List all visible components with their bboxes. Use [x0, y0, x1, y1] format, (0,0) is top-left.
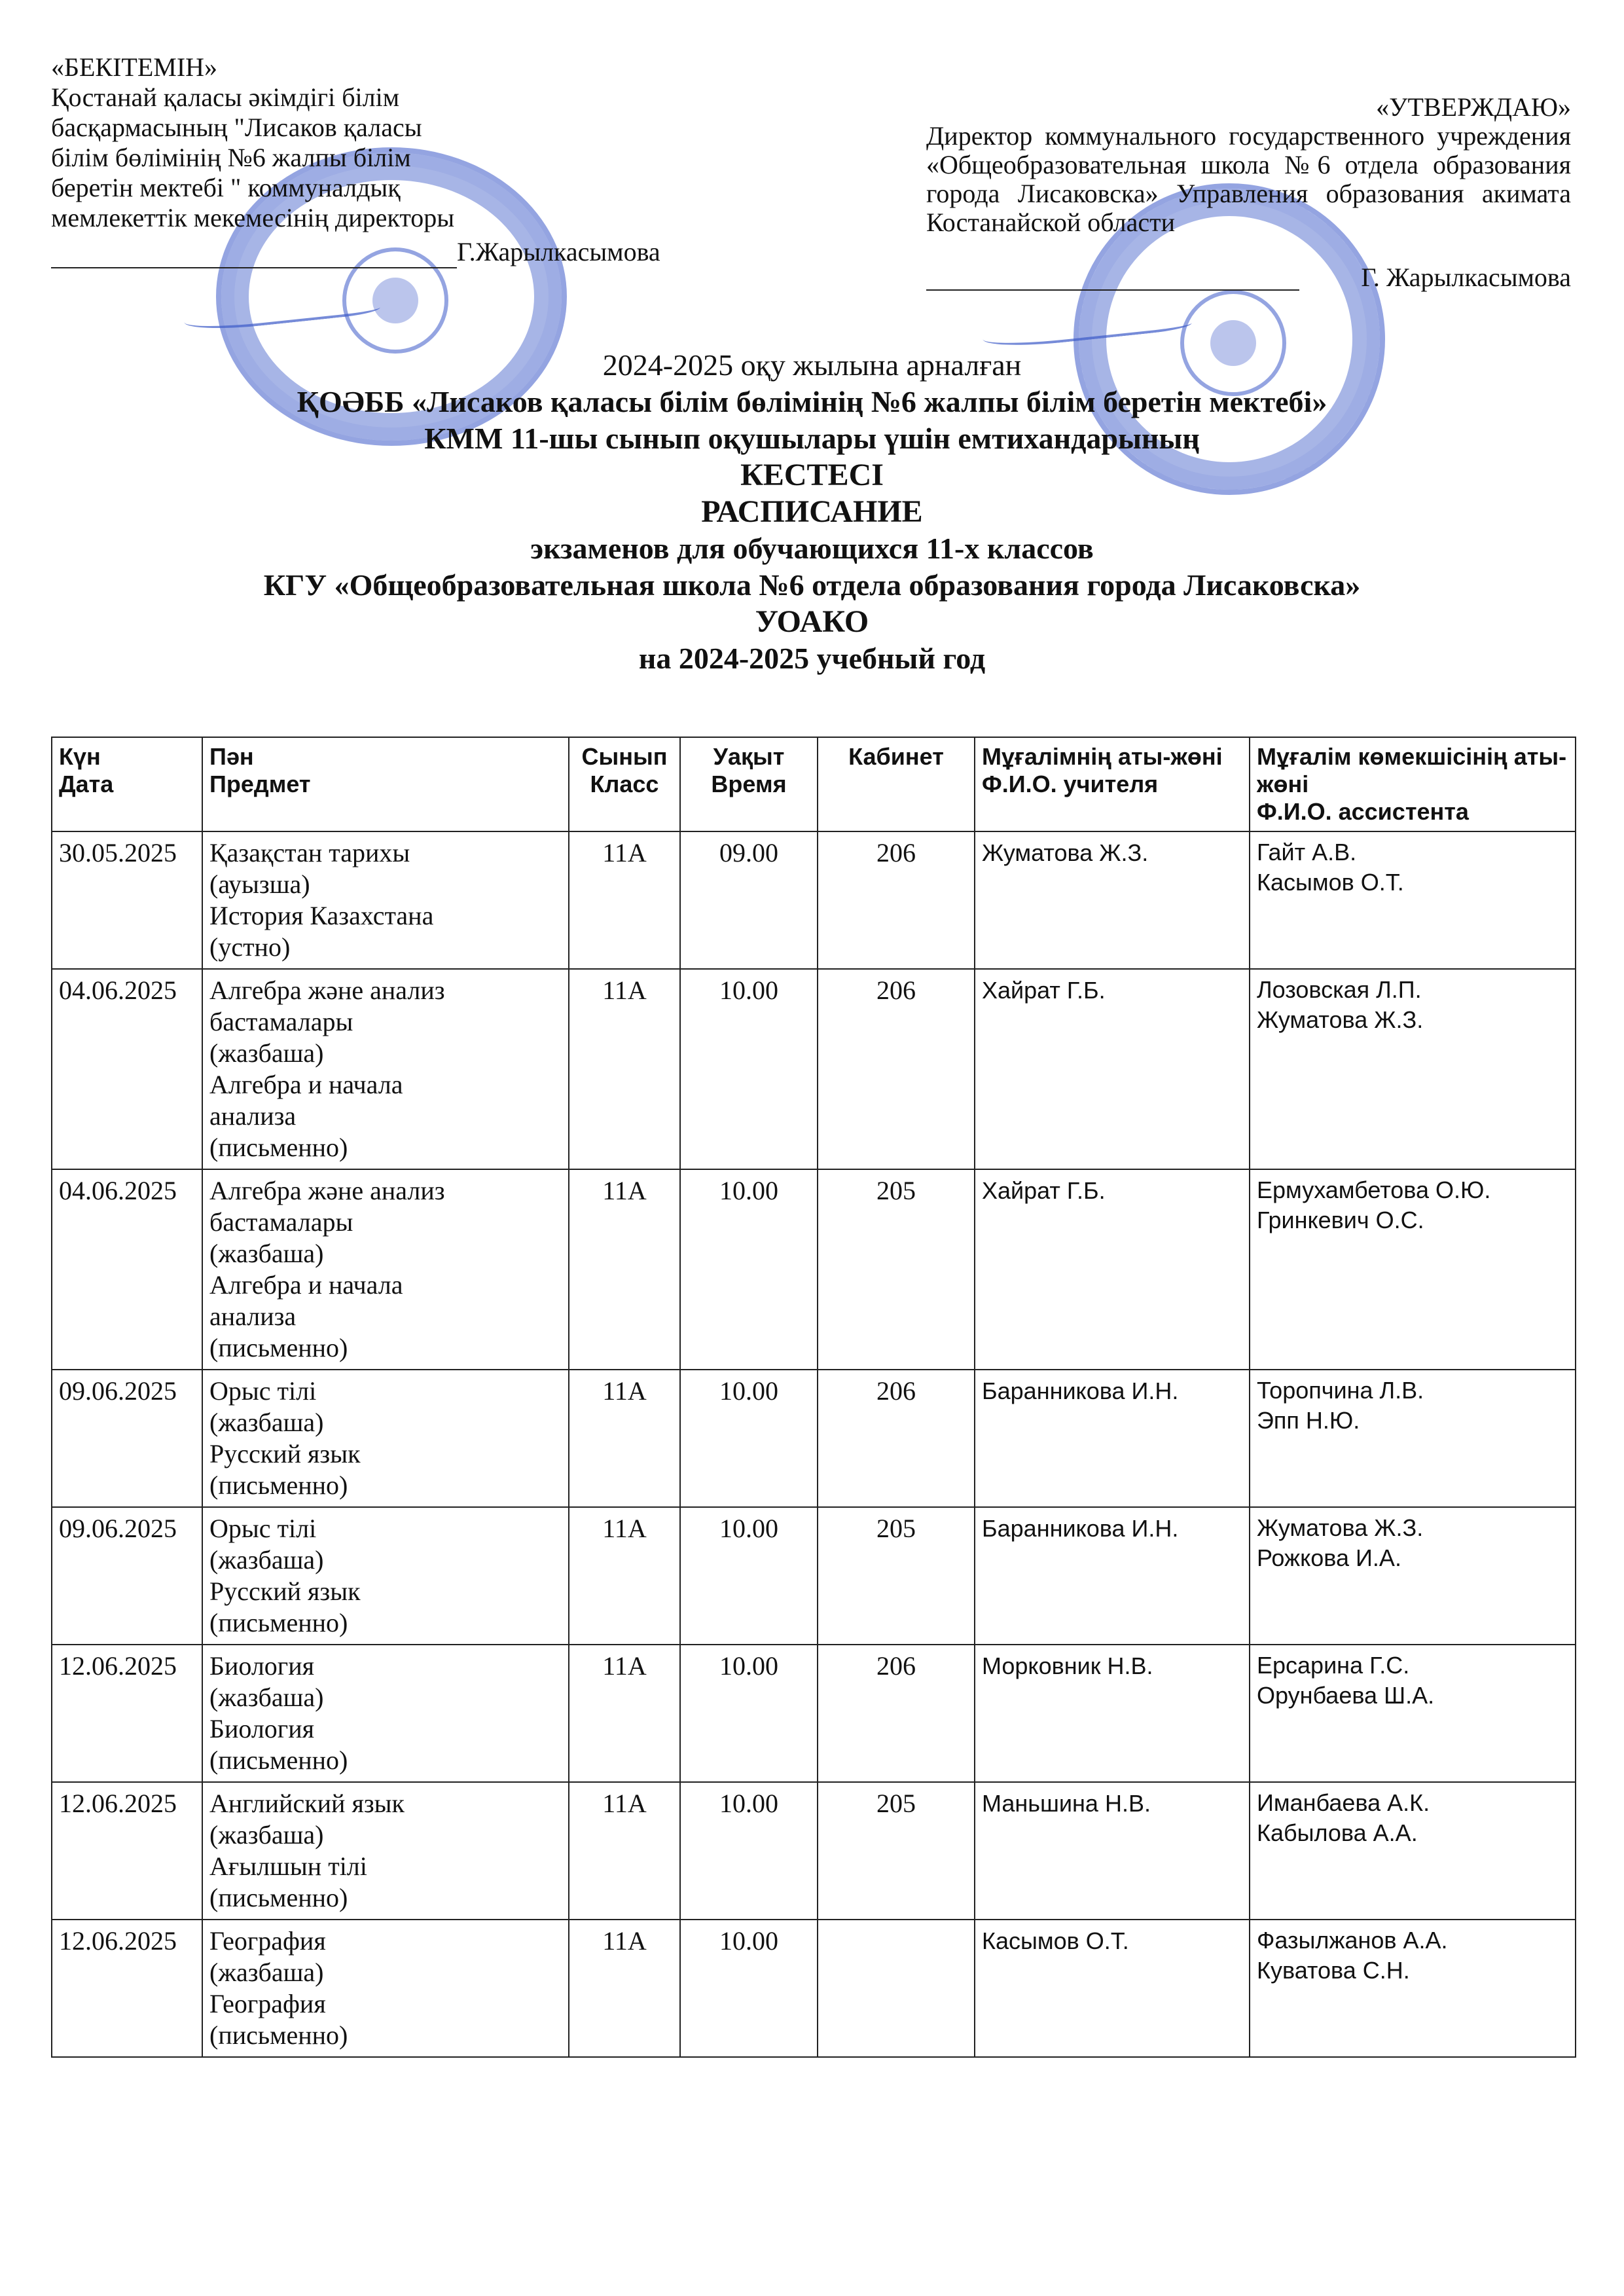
cell-room: [818, 1920, 975, 2057]
cell-class: 11А: [569, 1645, 680, 1782]
cell-room: 206: [818, 831, 975, 969]
approval-line: мемлекеттік мекемесінің директоры: [51, 203, 455, 232]
approval-caption: «БЕКІТЕМІН»: [51, 52, 218, 82]
cell-time: 10.00: [680, 1370, 818, 1507]
cell-assistants: Лозовская Л.П. Жуматова Ж.З.: [1250, 969, 1576, 1169]
table-row: [52, 1507, 1576, 1645]
cell-room: 205: [818, 1169, 975, 1370]
cell-date: 04.06.2025: [52, 969, 202, 1169]
cell-subject: Қазақстан тарихы (ауызша) История Казахстана (устно): [202, 831, 569, 969]
cell-teacher: Касымов О.Т.: [975, 1920, 1250, 2057]
cell-assistants: Жуматова Ж.З. Рожкова И.А.: [1250, 1507, 1576, 1645]
cell-class: 11А: [569, 1370, 680, 1507]
table-header-row: [52, 737, 1576, 831]
cell-subject: Английский язык (жазбаша) Ағылшын тілі (письменно): [202, 1782, 569, 1920]
cell-teacher: Хайрат Г.Б.: [975, 969, 1250, 1169]
cell-class: 11А: [569, 1782, 680, 1920]
cell-time: 10.00: [680, 1169, 818, 1370]
cell-date: 04.06.2025: [52, 1169, 202, 1370]
approval-line: Қостанай қаласы әкімдігі білім: [51, 82, 400, 112]
cell-date: 30.05.2025: [52, 831, 202, 969]
cell-date: 09.06.2025: [52, 1507, 202, 1645]
title-line: КГУ «Общеобразовательная школа №6 отдела образования города Лисаковска»: [263, 568, 1361, 602]
cell-date: 09.06.2025: [52, 1370, 202, 1507]
cell-class: 11А: [569, 1920, 680, 2057]
signature-row: [926, 263, 1571, 296]
title-line: экзаменов для обучающихся 11-х классов: [530, 532, 1094, 565]
signature-line: [926, 289, 1299, 291]
table-row: [52, 1370, 1576, 1507]
cell-subject: Орыс тілі (жазбаша) Русский язык (письменно): [202, 1507, 569, 1645]
cell-assistants: Фазылжанов А.А. Куватова С.Н.: [1250, 1920, 1576, 2057]
cell-subject: Алгебра және анализ бастамалары (жазбаша) Алгебра и начала анализа (письменно): [202, 969, 569, 1169]
table-row: [52, 831, 1576, 969]
cell-room: 205: [818, 1507, 975, 1645]
approval-line: білім бөлімінің №6 жалпы білім: [51, 143, 411, 172]
approval-block-ru: [926, 93, 1571, 296]
cell-date: 12.06.2025: [52, 1920, 202, 2057]
cell-date: 12.06.2025: [52, 1782, 202, 1920]
column-header-date: Күн Дата: [52, 737, 202, 831]
cell-subject: Орыс тілі (жазбаша) Русский язык (письменно): [202, 1370, 569, 1507]
cell-time: 10.00: [680, 1507, 818, 1645]
cell-time: 10.00: [680, 1782, 818, 1920]
cell-teacher: Жуматова Ж.З.: [975, 831, 1250, 969]
cell-time: 09.00: [680, 831, 818, 969]
column-header-time: Уақыт Время: [680, 737, 818, 831]
table-row: [52, 1645, 1576, 1782]
cell-teacher: Баранникова И.Н.: [975, 1370, 1250, 1507]
document-title: [0, 347, 1624, 677]
table-row: [52, 1782, 1576, 1920]
title-line: ҚОӘББ «Лисаков қаласы білім бөлімінің №6 жалпы білім беретін мектебі»: [297, 385, 1327, 418]
cell-room: 206: [818, 1370, 975, 1507]
cell-class: 11А: [569, 969, 680, 1169]
cell-subject: Алгебра және анализ бастамалары (жазбаша) Алгебра и начала анализа (письменно): [202, 1169, 569, 1370]
title-line: на 2024-2025 учебный год: [638, 642, 986, 675]
cell-room: 206: [818, 1645, 975, 1782]
column-header-class: Сынып Класс: [569, 737, 680, 831]
cell-date: 12.06.2025: [52, 1645, 202, 1782]
approval-line: беретін мектебі " коммуналдық: [51, 173, 401, 202]
cell-subject: География (жазбаша) География (письменно): [202, 1920, 569, 2057]
table-row: [52, 1920, 1576, 2057]
cell-time: 10.00: [680, 1920, 818, 2057]
cell-class: 11А: [569, 1507, 680, 1645]
cell-class: 11А: [569, 1169, 680, 1370]
cell-teacher: Хайрат Г.Б.: [975, 1169, 1250, 1370]
approval-text: Директор коммунального государственного учреждения «Общеобразовательная школа №6 отдела образования города Лисаковска» Управления образования акимата Костанайской области: [926, 121, 1571, 237]
cell-class: 11А: [569, 831, 680, 969]
signer-name: Г.Жарылкасымова: [457, 237, 660, 266]
cell-assistants: Ерсарина Г.С. Орунбаева Ш.А.: [1250, 1645, 1576, 1782]
exam-schedule-table: [51, 737, 1576, 2058]
column-header-room: Кабинет: [818, 737, 975, 831]
cell-room: 205: [818, 1782, 975, 1920]
cell-teacher: Морковник Н.В.: [975, 1645, 1250, 1782]
title-line: 2024-2025 оқу жылына арналған: [602, 348, 1022, 382]
signature-line: [51, 237, 660, 268]
approval-block-kz: [51, 52, 712, 268]
signer-name: Г. Жарылкасымова: [1361, 263, 1571, 292]
title-line: КЕСТЕСІ: [740, 458, 884, 492]
title-line: УОАКО: [755, 604, 869, 639]
cell-time: 10.00: [680, 1645, 818, 1782]
table-row: [52, 1169, 1576, 1370]
title-line: РАСПИСАНИЕ: [701, 494, 923, 529]
column-header-teacher: Мұғалімнің аты-жөні Ф.И.О. учителя: [975, 737, 1250, 831]
cell-room: 206: [818, 969, 975, 1169]
cell-subject: Биология (жазбаша) Биология (письменно): [202, 1645, 569, 1782]
cell-teacher: Баранникова И.Н.: [975, 1507, 1250, 1645]
column-header-assistant: Мұғалім көмекшісінің аты-жөні Ф.И.О. ассистента: [1250, 737, 1576, 831]
cell-assistants: Ермухамбетова О.Ю. Гринкевич О.С.: [1250, 1169, 1576, 1370]
cell-assistants: Иманбаева А.К. Кабылова А.А.: [1250, 1782, 1576, 1920]
cell-teacher: Маньшина Н.В.: [975, 1782, 1250, 1920]
approval-caption: «УТВЕРЖДАЮ»: [1376, 92, 1571, 122]
cell-assistants: Гайт А.В. Касымов О.Т.: [1250, 831, 1576, 969]
cell-time: 10.00: [680, 969, 818, 1169]
title-line: КММ 11-шы сынып оқушылары үшін емтихандарының: [424, 422, 1200, 455]
column-header-subject: Пән Предмет: [202, 737, 569, 831]
cell-assistants: Торопчина Л.В. Эпп Н.Ю.: [1250, 1370, 1576, 1507]
approval-line: басқармасының "Лисаков қаласы: [51, 113, 422, 142]
table-row: [52, 969, 1576, 1169]
